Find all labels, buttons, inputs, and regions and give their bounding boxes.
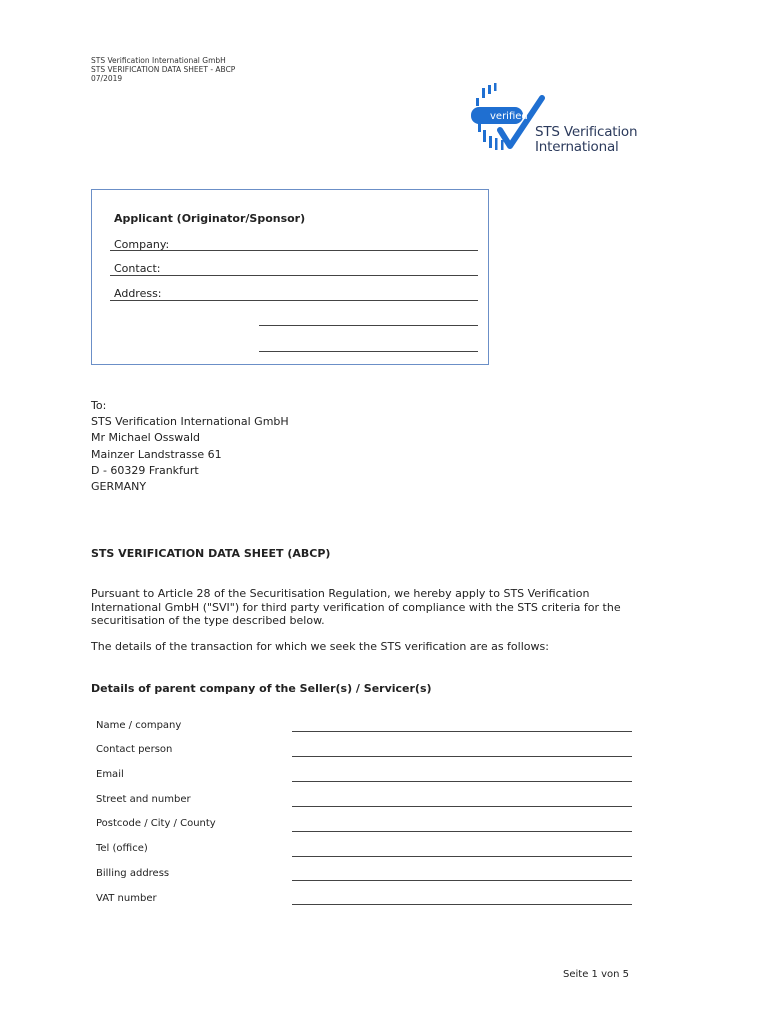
logo-name-line2: International <box>535 139 619 155</box>
field-label-postcode: Postcode / City / County <box>96 818 216 829</box>
field-input-email[interactable] <box>292 781 632 782</box>
field-input-billing[interactable] <box>292 880 632 881</box>
recipient-name: STS Verification International GmbH <box>91 415 289 429</box>
document-header <box>91 56 235 83</box>
field-input-street[interactable] <box>292 806 632 807</box>
field-input-name[interactable] <box>292 731 632 732</box>
parent-company-title: Details of parent company of the Seller(s) / Servicer(s) <box>91 682 432 695</box>
details-paragraph: The details of the transaction for which we seek the STS verification are as follows: <box>91 640 549 653</box>
field-label-email: Email <box>96 769 124 780</box>
field-label-tel: Tel (office) <box>96 843 148 854</box>
applicant-address-field[interactable] <box>110 300 478 301</box>
field-label-name: Name / company <box>96 720 182 731</box>
applicant-address-line3-field[interactable] <box>259 351 478 352</box>
logo-badge-text: verified <box>490 111 528 122</box>
field-input-postcode[interactable] <box>292 831 632 832</box>
sheet-title: STS VERIFICATION DATA SHEET (ABCP) <box>91 547 331 560</box>
applicant-company-label: Company: <box>114 238 170 251</box>
recipient-address <box>91 398 289 495</box>
applicant-company-field[interactable] <box>110 250 478 251</box>
field-label-vat: VAT number <box>96 893 157 904</box>
intro-paragraph: Pursuant to Article 28 of the Securitisation Regulation, we hereby apply to STS Verification International GmbH ("SVI") for third party verification of compliance with the STS criteria for the securitisation of the type described below. <box>91 587 621 627</box>
field-label-billing: Billing address <box>96 868 170 879</box>
recipient-country: GERMANY <box>91 480 147 494</box>
header-sheet: STS VERIFICATION DATA SHEET - ABCP <box>91 65 236 74</box>
applicant-address-label: Address: <box>114 287 162 300</box>
page-number: Seite 1 von 5 <box>563 969 629 980</box>
applicant-contact-label: Contact: <box>114 262 161 275</box>
recipient-to: To: <box>91 399 107 412</box>
field-label-street: Street and number <box>96 794 191 805</box>
applicant-contact-field[interactable] <box>110 275 478 276</box>
applicant-title: Applicant (Originator/Sponsor) <box>114 212 306 225</box>
field-input-contact[interactable] <box>292 756 632 757</box>
recipient-street: Mainzer Landstrasse 61 <box>91 447 222 461</box>
field-label-contact: Contact person <box>96 744 173 755</box>
field-input-tel[interactable] <box>292 856 632 857</box>
header-company: STS Verification International GmbH <box>91 56 226 65</box>
header-date: 07/2019 <box>91 74 123 83</box>
recipient-person: Mr Michael Osswald <box>91 431 201 445</box>
field-input-vat[interactable] <box>292 904 632 905</box>
recipient-city: D - 60329 Frankfurt <box>91 463 199 477</box>
applicant-address-line2-field[interactable] <box>259 325 478 326</box>
logo-name-line1: STS Verification <box>535 124 638 140</box>
